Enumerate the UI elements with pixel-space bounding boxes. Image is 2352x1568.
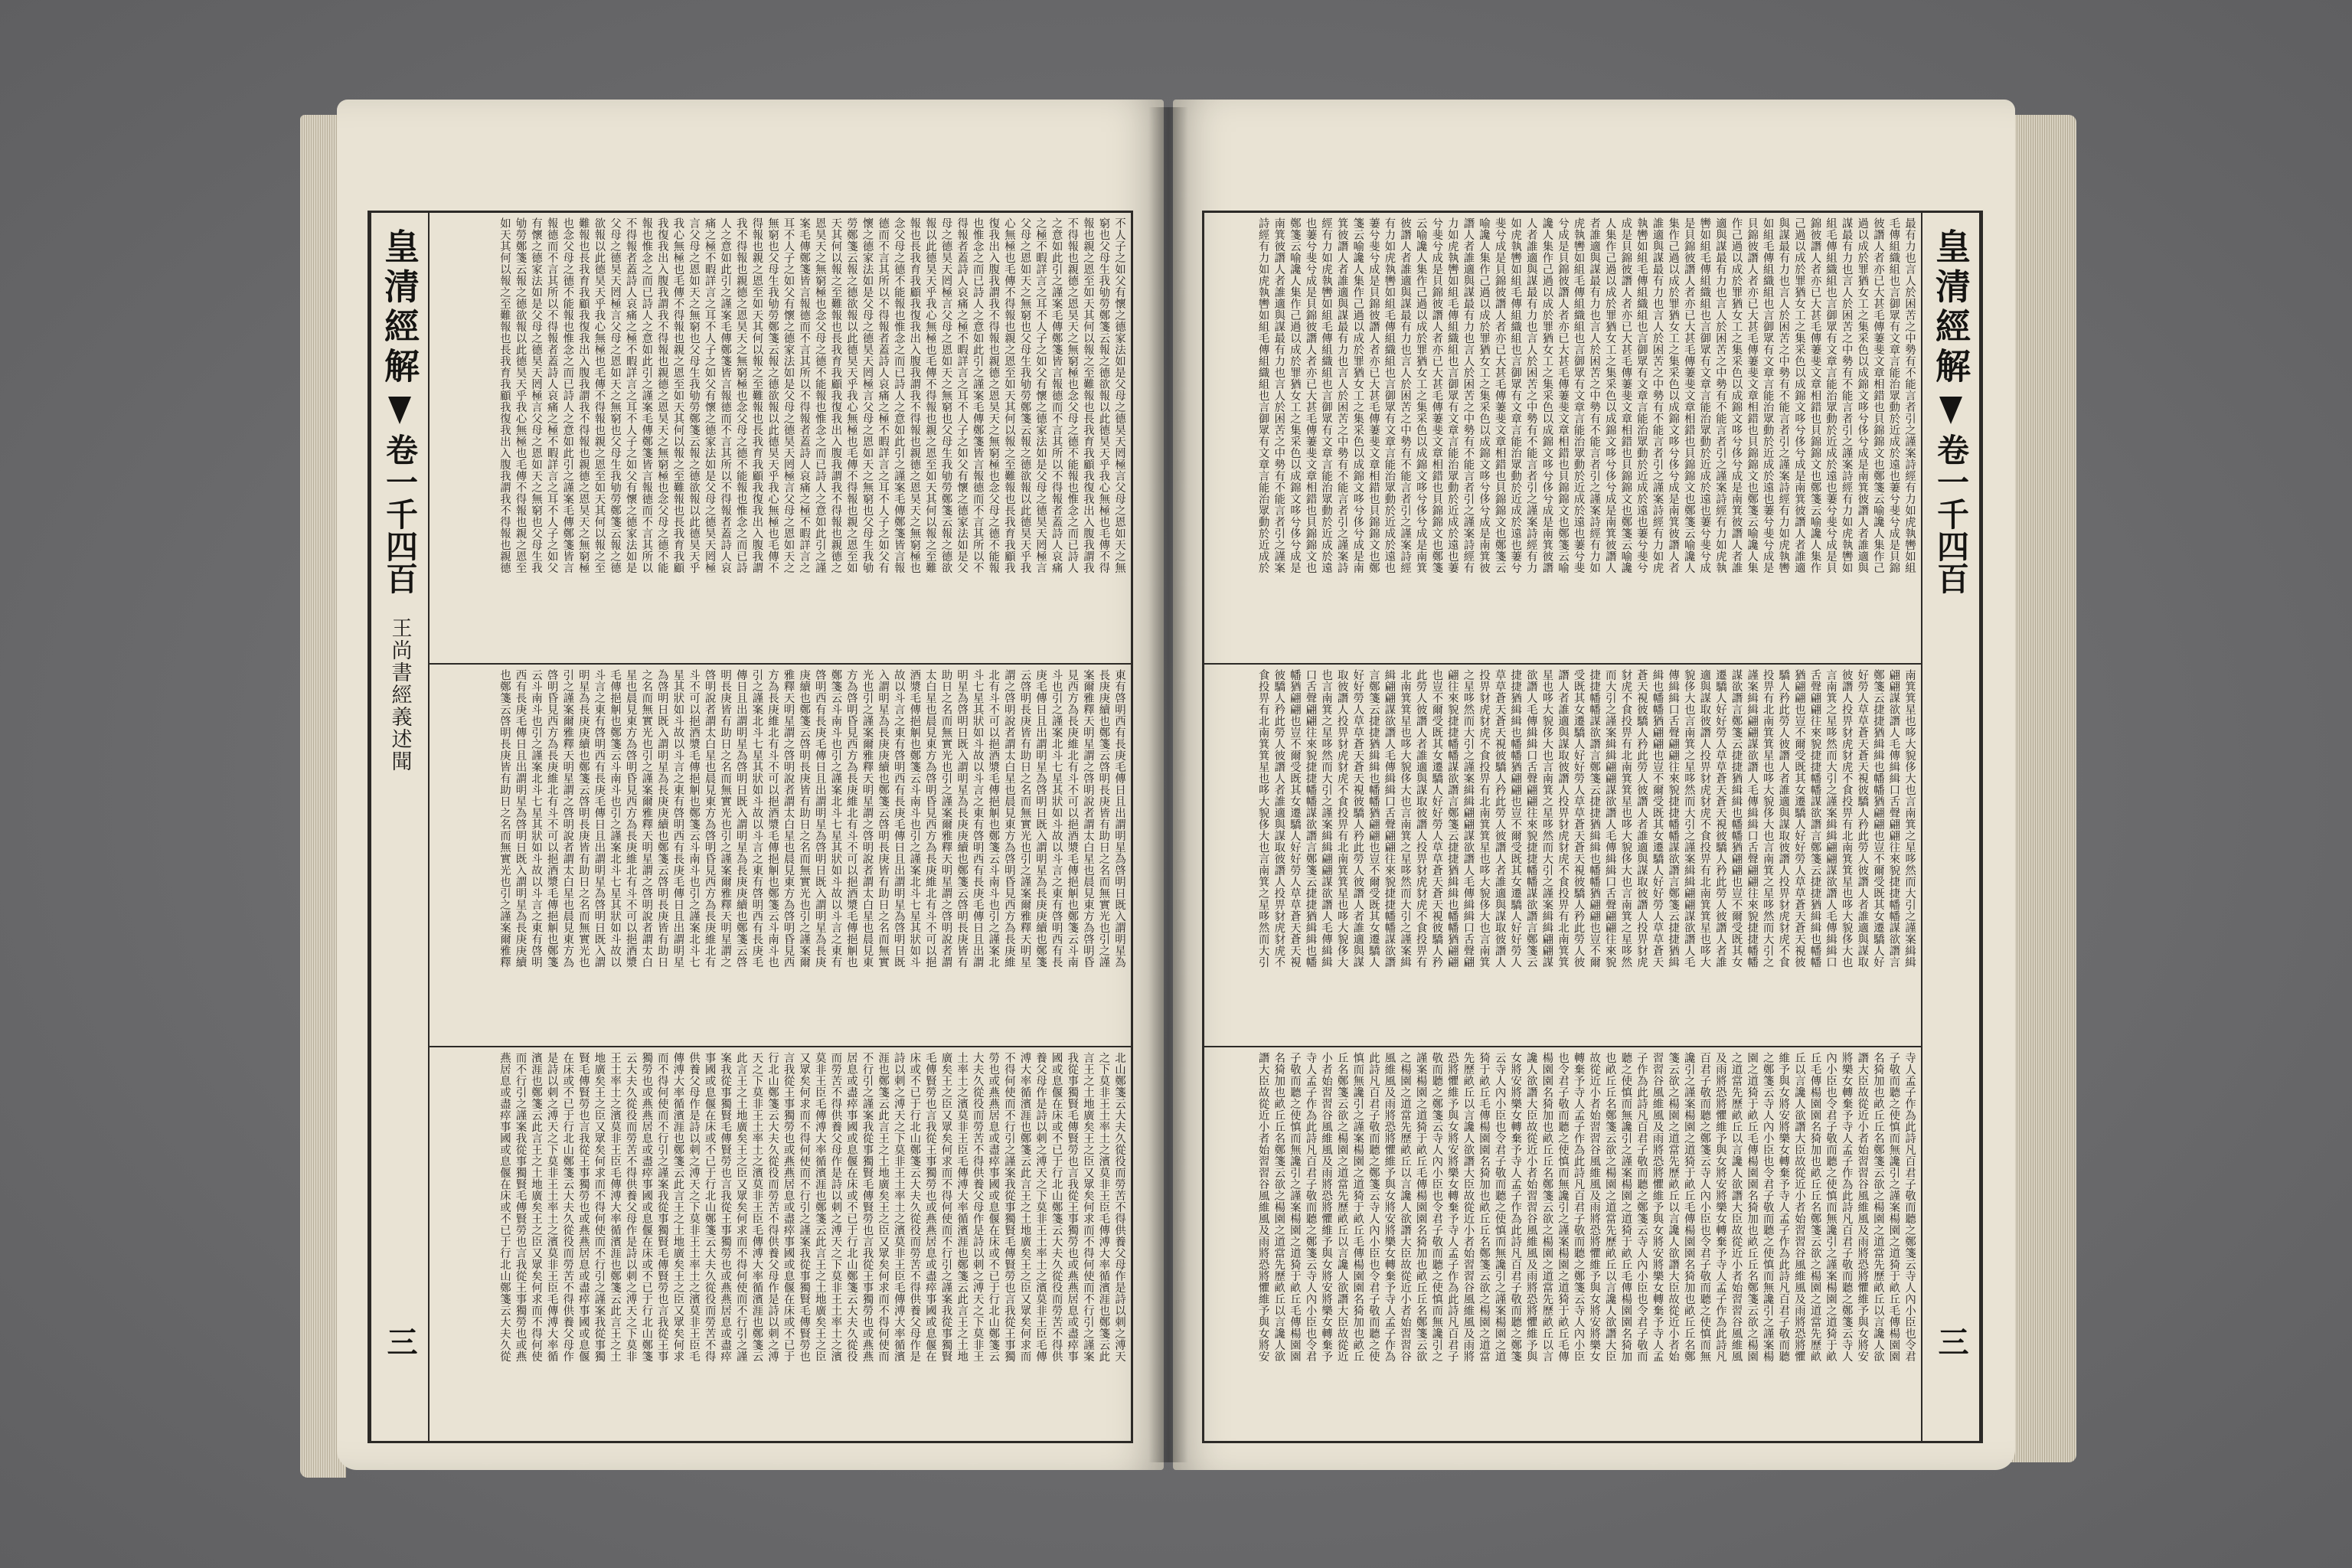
text-column: 經有力如虎執轡如組毛傳組織組也言御眾有文章言能治眾動於近成於遠 <box>1320 217 1333 573</box>
text-column: 人之意如此引之謹案毛傳鄭箋皆言報德而不言其所以不得報者蓋詩人哀 <box>719 217 732 573</box>
text-column: 我心無極也毛傳不得報也親之恩至如天其何以報之至難報也長我育我顧 <box>671 217 684 573</box>
text-column: 也令君子敬而聽之使慎而無讒引之謹案楊園之道猗于畝丘毛傳 <box>1556 1052 1569 1362</box>
text-column: 是貝錦彼譖人者亦已大甚毛傳萋斐文章相錯也貝錦錦文也鄭箋云喻讒人 <box>1682 217 1695 573</box>
text-column: 父母之恩如天之無窮也父母生我劬勞鄭箋云報之德欲報以此德昊天乎我 <box>1018 217 1031 573</box>
text-column: 幡猶翩翩也豈不爾受既其女遷驕人好好勞人草草蒼天蒼天視 <box>1288 669 1301 968</box>
left-upper-text-columns <box>430 213 1131 663</box>
text-column: 詩以刺之溥天之下莫非王土率土之濱莫非王臣毛傳溥大率循濱 <box>892 1052 905 1362</box>
text-column: 箋云喻讒人集作己過以成於罪猶女工之集采色以成錦文哆兮侈兮成是南 <box>1351 217 1364 573</box>
text-column: 云斗南斗也引之謹案北斗七星其狀如斗故以斗言之東有啓明 <box>530 669 543 968</box>
text-column: 在床或不已于行北山鄭箋云大夫久從役而勞苦不得供養父母作 <box>561 1052 574 1362</box>
text-column: 譖人者誰適與謀取彼譖人投畀豺虎豺虎不食投畀有北南箕箕 <box>1556 669 1569 968</box>
text-column: 助日之名而無實光也引之謹案爾雅釋天明星謂之啓明說者謂 <box>939 669 952 968</box>
text-column: 而不行引之謹案我從事獨賢毛傳賢勞也言我從王事獨勞也或燕 <box>514 1052 527 1362</box>
text-column: 誰適與謀最有力也言人於困苦之中勢有不能言者引之謹案詩經有力如虎 <box>1651 217 1664 573</box>
text-column: 東有啓明西有長庚毛傳日且出謂明星為啓明日既入謂明星為 <box>1113 669 1125 968</box>
text-column: 劬勞鄭箋云報之德欲報以此德昊天乎我心無極也毛傳不得報也親之恩至 <box>514 217 527 573</box>
text-column: 恐將懼維予與女將安將樂女轉棄予寺人孟子作為此詩凡百君子 <box>1446 1052 1459 1362</box>
text-column: 敬而聽之鄭箋云寺人內小臣也令君子敬而聽之使慎而無讒引之 <box>1430 1052 1443 1362</box>
text-column: 勞也或燕燕居息或盡瘁事國或息偃在床或不已于行北山鄭箋云 <box>987 1052 1000 1362</box>
text-column: 及雨將恐將懼維予與女將安將樂女轉棄予寺人孟子作為此詩凡 <box>1713 1052 1726 1362</box>
text-column: 聽之使慎而無讒引之謹案楊園之道猗于畝丘毛傳楊園園名猗加 <box>1619 1052 1632 1362</box>
text-column: 轡如組毛傳組織組也言御眾有文章言能治眾動於近成於遠也萋兮斐兮成 <box>1698 217 1711 573</box>
text-column: 子作為此詩凡百君子敬而聽之鄭箋云寺人內小臣也令君子敬而 <box>1635 1052 1648 1362</box>
text-column: 將樂女轉棄予寺人孟子作為此詩凡百君子敬而聽之鄭箋云寺人 <box>1840 1052 1853 1362</box>
text-column: 德而不言其所以不得報者蓋詩人哀痛之極不暇詳言之耳不人子之如父有 <box>877 217 890 573</box>
text-column: 彼譖人投畀豺虎豺虎不食投畀有北南箕箕星也哆大貌侈大也 <box>1840 669 1853 968</box>
text-column: 斗不可以挹酒漿毛傳挹觓也鄭箋云斗南斗也引之謹案北斗七 <box>687 669 700 968</box>
left-folio: 三 <box>382 1326 418 1357</box>
text-column: 兮成是貝錦彼譖人者亦已大甚毛傳萋斐文章相錯也貝錦錦文也鄭箋云喻 <box>1556 217 1569 573</box>
text-column: 得報者蓋詩人哀痛之極不暇詳言之耳不人子之如父有懷之德家法如是父 <box>956 217 969 573</box>
text-column: 子敬而聽之使慎而無讒引之謹案楊園之道猗于畝丘毛傳楊園園 <box>1887 1052 1900 1362</box>
text-column: 喻讒人集作己過以成於罪猶女工之集采色以成錦文哆兮侈兮成是南箕彼 <box>1477 217 1490 573</box>
text-column: 蒼天視彼驕人矜此勞人彼譖人者誰適與謀取彼譖人投畀豺虎 <box>1635 669 1648 968</box>
text-column: 涯也鄭箋云此言王之土地廣矣王之臣又眾矣何求而不得何使而 <box>877 1052 890 1362</box>
text-column: 雅釋天明星謂之啓明說者謂太白星也晨見東方為啓明昏見西 <box>782 669 795 968</box>
text-column: 溥大率循濱涯也鄭箋云此言王之土地廣矣王之臣又眾矣何求而 <box>1018 1052 1031 1362</box>
text-column: 箕彼譖人者誰適與謀最有力也言人於困苦之中勢有不能言者引之謹案詩 <box>1335 217 1348 573</box>
text-column: 而不得何使而不行引之謹案我從事獨賢毛傳賢勞也言我從王事 <box>655 1052 668 1362</box>
text-column: 此詩凡百君子敬而聽之鄭箋云寺人內小臣也令君子敬而聽之使 <box>1367 1052 1380 1362</box>
text-column: 寺人孟子作為此詩凡百君子敬而聽之鄭箋云寺人內小臣也令君 <box>1304 1052 1317 1362</box>
text-column: 受既其女遷驕人好好勞人草草蒼天蒼天視彼驕人矜此勞人彼 <box>1572 669 1585 968</box>
text-column: 過以成於罪猶女工之集采色以成錦文哆兮侈兮成是南箕彼譖人者誰適與 <box>1856 217 1869 573</box>
text-column: 此言王之土地廣矣王之臣又眾矣何求而不得何使而不行引之謹 <box>734 1052 747 1362</box>
text-column: 適與謀最有力也言人於困苦之中勢有不能言者引之謹案詩經有力如虎執 <box>1713 217 1726 573</box>
text-column: 言我從王事獨勞也或燕燕居息或盡瘁事國或息偃在床或不已于 <box>782 1052 795 1362</box>
text-column: 傳緝緝口舌聲翩翩往來貌捷捷幡幡謀欲譖言鄭箋云捷捷猶緝 <box>1667 669 1680 968</box>
text-column: 賢毛傳賢勞也言我從王事獨勞也或燕燕居息或盡瘁事國或息偃 <box>577 1052 590 1362</box>
text-column: 土率土之濱莫非王臣毛傳溥大率循濱涯也鄭箋云此言王之土地 <box>956 1052 969 1362</box>
right-middle-text-columns <box>1204 665 1921 1046</box>
text-column: 毛傳賢勞也言我從王事獨勞也或燕燕居息或盡瘁事國或息偃在 <box>923 1052 936 1362</box>
text-column: 言南箕之星哆然而大引之謹案緝緝翩翩謀欲譖人毛傳緝緝口 <box>1824 669 1838 968</box>
left-running-head <box>370 213 430 1441</box>
text-column: 床或不已于行北山鄭箋云大夫久從役而勞苦不得供養父母作是 <box>908 1052 921 1362</box>
left-middle-text-columns <box>430 665 1131 1046</box>
text-column: 丘以言讒人欲譖大臣故從近小者始習習谷風維風及雨將恐將懼 <box>1792 1052 1805 1362</box>
text-column: 大夫久從役而勞苦不得供養父母作是詩以刺之溥天之下莫非王 <box>971 1052 984 1362</box>
text-column: 案毛傳鄭箋皆言報德而不言其所以不得報者蓋詩人哀痛之極不暇詳言之 <box>798 217 811 573</box>
text-column: 懷之德家法如是父母之德昊天罔極言父母之恩如天之無窮也父母生我劬 <box>861 217 874 573</box>
text-column: 恩昊天之無窮極也念父母之德不能報也惟念之而已詩人之意如此引之謹 <box>813 217 826 573</box>
text-column: 得報也親之恩至如天其何以報之至難報也長我育我顧我復我出入腹我謂 <box>750 217 763 573</box>
text-column: 斐兮成是貝錦彼譖人者亦已大甚毛傳萋斐文章相錯也貝錦錦文也鄭箋云 <box>1493 217 1506 573</box>
text-column: 南箕彼譖人者誰適與謀最有力也言人於困苦之中勢有不能言者引之謹案 <box>1272 217 1285 573</box>
text-column: 引之謹案爾雅釋天明星謂之啓明說者謂太白星也晨見東方為 <box>561 669 574 968</box>
text-column: 我不得報也親德之恩昊天之無窮極也念父母之德不能報也惟念之而已詩 <box>734 217 747 573</box>
text-column: 太白星也晨見東方為啓明昏見西方為長庚維北有斗不可以挹 <box>923 669 936 968</box>
text-column: 明星為長庚庚續也鄭箋云啓明長庚皆有助日之名而無實光也 <box>577 669 590 968</box>
text-column: 酒漿毛傳挹觓也鄭箋云斗南斗也引之謹案北斗七星其狀如斗 <box>908 669 921 968</box>
text-column: 無窮也父母生我劬勞鄭箋云報之德欲報以此德昊天乎我心無極也毛傳不 <box>766 217 779 573</box>
text-column: 貝錦彼譖人者亦已大甚毛傳萋斐文章相錯也貝錦錦文也鄭箋云喻讒人集 <box>1746 217 1759 573</box>
text-column: 毛傳組織組也言御眾有文章言能治眾動於近成於遠也萋兮斐兮成是貝錦 <box>1887 217 1900 573</box>
text-column: 捷捷幡幡謀欲譖言鄭箋云捷捷猶緝緝也幡幡猶翩翩也豈不爾 <box>1588 669 1601 968</box>
text-column: 取彼譖人投畀豺虎豺虎不食投畀有北南箕箕星也哆大貌侈大 <box>1335 669 1348 968</box>
text-column: 西有長庚毛傳日且出謂明星為啓明日既入謂明星為長庚庚續 <box>514 669 527 968</box>
text-column: 謹案楊園之道猗于畝丘毛傳楊園園名猗加也畝丘丘名鄭箋云欲 <box>1414 1052 1427 1362</box>
text-column: 適與謀取彼譖人投畀豺虎豺虎不食投畀有北南箕箕星也哆大 <box>1698 669 1711 968</box>
book-gutter <box>1148 107 1188 1462</box>
text-column: 人集作己過以成於罪猶女工之集采色以成錦文哆兮侈兮成是南箕彼譖人 <box>1603 217 1616 573</box>
text-column: 地廣矣王之臣又眾矣何求而不得何使而不行引之謹案我從事獨 <box>593 1052 606 1362</box>
text-column: 言王之土地廣矣王之臣又眾矣何求而不得何使而不行引之謹案 <box>1081 1052 1094 1362</box>
text-column: 慎而無讒引之謹案楊園之道猗于畝丘毛傳楊園園名猗加也畝丘 <box>1351 1052 1364 1362</box>
text-column: 報以此德昊天乎我心無極也毛傳不得報也親之恩至如天其何以報之至難 <box>923 217 936 573</box>
text-column: 斗七星其狀如斗故以斗言之東有啓明西有長庚毛傳日且出謂 <box>971 669 984 968</box>
text-column: 行北山鄭箋云大夫久從役而勞苦不得供養父母作是詩以刺之溥 <box>766 1052 779 1362</box>
text-column: 執轡如組毛傳組織組也言御眾有文章言能治眾動於近成於遠也萋兮斐兮 <box>1635 217 1648 573</box>
text-column: 王土率土之濱莫非王臣毛傳溥大率循濱涯也鄭箋云此言王之土 <box>609 1052 621 1362</box>
right-lower-register <box>1204 1047 1921 1441</box>
text-column: 名猗加也畝丘丘名鄭箋云欲之楊園之道當先歷畝丘以言讒人欲 <box>1272 1052 1285 1362</box>
text-column: 內小臣也令君子敬而聽之使慎而無讒引之謹案楊園之道猗于畝 <box>1824 1052 1838 1362</box>
text-column: 翩往來貌捷捷幡幡謀欲譖言鄭箋云捷捷猶緝緝也幡幡猶翩翩 <box>1446 669 1459 968</box>
text-column: 貌侈大也言南箕之星哆然而大引之謹案緝緝翩翩謀欲譖人毛 <box>1682 669 1695 968</box>
left-middle-register <box>430 665 1131 1047</box>
text-column: 讒引之謹案楊園之道猗于畝丘毛傳楊園園名猗加也畝丘丘名鄭 <box>1682 1052 1695 1362</box>
text-column: 欲譖人毛傳緝緝口舌聲翩翩往來貌捷捷幡幡謀欲譖言鄭箋云 <box>1524 669 1537 968</box>
text-column: 報也親之恩至如天其何以報之至難報也長我育我顧我復我出入腹我謂我 <box>1081 217 1094 573</box>
text-column: 莫非王臣毛傳溥大率循濱涯也鄭箋云此言王之土地廣矣王之臣 <box>813 1052 826 1362</box>
text-column: 己過以成於罪猶女工之集采色以成錦文哆兮侈兮成是南箕彼譖人者誰適 <box>1792 217 1805 573</box>
text-column: 如天其何以報之至難報也長我育我顧我復我出入腹我謂我不得報也親德 <box>498 217 511 573</box>
text-column: 居息或盡瘁事國或息偃在床或不已于行北山鄭箋云大夫久從役 <box>844 1052 858 1362</box>
fish-tail-mark-icon <box>388 397 411 424</box>
text-column: 北山鄭箋云大夫久從役而勞苦不得供養父母作是詩以刺之溥天 <box>1113 1052 1125 1362</box>
text-column: 楊園園名猗加也畝丘丘名鄭箋云欲之楊園之道當先歷畝丘以言 <box>1540 1052 1553 1362</box>
text-column: 南箕箕星也哆大貌侈大也言南箕之星哆然而大引之謹案緝緝 <box>1903 669 1916 968</box>
text-column: 不行引之謹案我從事獨賢毛傳賢勞也言我從王事獨勞也或燕燕 <box>861 1052 874 1362</box>
right-running-title: 皇清經解 <box>1930 228 1971 387</box>
text-column: 報也長我育我顧我復我出入腹我謂我不得報也親德之恩昊天之無窮極也 <box>908 217 921 573</box>
text-column: 案我從事獨賢毛傳賢勞也言我從王事獨勞也或燕燕居息或盡瘁 <box>719 1052 732 1362</box>
text-column: 天之下莫非王土率土之濱莫非王臣毛傳溥大率循濱涯也鄭箋云 <box>750 1052 763 1362</box>
text-column: 也念父母之德不能報也惟念之而已詩人之意如此引之謹案毛傳鄭箋皆言 <box>561 217 574 573</box>
right-volume-label: 卷一千四百 <box>1932 433 1970 594</box>
text-column: 也言南箕之星哆然而大引之謹案緝緝翩翩謀欲譖人毛傳緝緝 <box>1320 669 1333 968</box>
right-upper-text-columns <box>1204 213 1921 663</box>
text-column: 如組毛傳組織組也言御眾有文章言能治眾動於近成於遠也萋兮斐兮成是 <box>1761 217 1774 573</box>
text-column: 報也惟念之而已詩人之意如此引之謹案毛傳鄭箋皆言報德而不言其所以 <box>640 217 653 573</box>
text-column: 星其狀如斗故以斗言之東有啓明西有長庚毛傳日且出謂明星 <box>671 669 684 968</box>
text-column: 我從事獨賢毛傳賢勞也言我從王事獨勞也或燕燕居息或盡瘁事 <box>1066 1052 1079 1362</box>
text-column: 維予與女將安將樂女轉棄予寺人孟子作為此詩凡百君子敬而聽 <box>1777 1052 1790 1362</box>
text-column: 長庚庚續也鄭箋云啓明長庚皆有助日之名而無實光也引之謹 <box>1097 669 1110 968</box>
text-column: 方為長庚維北有斗不可以挹酒漿毛傳挹觓也鄭箋云斗南斗也 <box>766 669 779 968</box>
text-column: 彼譖人者誰適與謀最有力也言人於困苦之中勢有不能言者引之謹案詩經 <box>1399 217 1411 573</box>
text-column: 故以斗言之東有啓明西有長庚毛傳日且出謂明星為啓明日既 <box>892 669 905 968</box>
text-column: 驕人矜此勞人彼譖人者誰適與謀取彼譖人投畀豺虎豺虎不食 <box>1777 669 1790 968</box>
text-column: 斗言之東有啓明西有長庚毛傳日且出謂明星為啓明日既入謂 <box>593 669 606 968</box>
text-column: 謂之啓明說者謂太白星也晨見東方為啓明昏見西方為長庚維 <box>1002 669 1015 968</box>
text-column: 緝也幡幡猶翩翩也豈不爾受既其女遷驕人好好勞人草草蒼天 <box>1651 669 1664 968</box>
text-column: 庚續也鄭箋云啓明長庚皆有助日之名而無實光也引之謹案爾 <box>798 669 811 968</box>
text-column: 而勞苦不得供養父母作是詩以刺之溥天之下莫非王土率土之濱 <box>829 1052 842 1362</box>
text-column: 獨勞也或燕燕居息或盡瘁事國或息偃在床或不已于行北山鄭箋 <box>640 1052 653 1362</box>
text-column: 庚毛傳日且出謂明星為啓明日既入謂明星為長庚庚續也鄭箋 <box>1034 669 1047 968</box>
text-column: 不人子之如父有懷之德家法如是父母之德昊天罔極言父母之恩如天之無 <box>1113 217 1125 573</box>
text-column: 光也引之謹案爾雅釋天明星謂之啓明說者謂太白星也晨見東 <box>861 669 874 968</box>
text-column: 不得報者蓋詩人哀痛之極不暇詳言之耳不人子之如父有懷之德家法如是 <box>624 217 637 573</box>
text-column: 天其何以報之至難報也長我育我顧我復我出入腹我謂我不得報也親德之 <box>829 217 842 573</box>
text-column: 虎執轡如組毛傳組織組也言御眾有文章言能治眾動於近成於遠也萋兮斐 <box>1572 217 1585 573</box>
text-column: 彼譖人者亦已大甚毛傳萋斐文章相錯也貝錦錦文也鄭箋云喻讒人集作己 <box>1871 217 1884 573</box>
text-column: 鄭箋云捷捷猶緝緝也幡幡猶翩翩也豈不爾受既其女遷驕人好 <box>1871 669 1884 968</box>
text-column: 讒人集作己過以成於罪猶女工之集采色以成錦文哆兮侈兮成是南箕彼譖 <box>1540 217 1553 573</box>
left-upper-register <box>430 213 1131 665</box>
left-lower-register <box>430 1047 1131 1441</box>
text-column: 投畀豺虎豺虎不食投畀有北南箕箕星也哆大貌侈大也言南箕 <box>1477 669 1490 968</box>
text-column: 星也晨見東方為啓明昏見西方為長庚維北有斗不可以挹酒漿 <box>624 669 637 968</box>
text-column: 詩經有力如虎執轡如組毛傳組織組也言御眾有文章言能治眾動於近成於 <box>1256 217 1269 573</box>
text-column: 猶翩翩也豈不爾受既其女遷驕人好好勞人草草蒼天蒼天視彼 <box>1792 669 1805 968</box>
left-subhead: 王尚書經義述聞 <box>387 617 412 773</box>
text-column: 錦彼譖人者亦已大甚毛傳萋斐文章相錯也貝錦錦文也鄭箋云喻讒人集作 <box>1808 217 1821 573</box>
text-column: 如虎執轡如組毛傳組織組也言御眾有文章言能治眾動於近成於遠也萋兮 <box>1509 217 1522 573</box>
text-column: 集作己過以成於罪猶女工之集采色以成錦文哆兮侈兮成是南箕彼譖人者 <box>1667 217 1680 573</box>
text-column: 傳溥大率循濱涯也鄭箋云此言王之土地廣矣王之臣又眾矣何求 <box>671 1052 684 1362</box>
text-column: 不得報也親德之恩昊天之無窮極也念父母之德不能報也惟念之而已詩人 <box>1066 217 1079 573</box>
text-column: 翩翩謀欲譖人毛傳緝緝口舌聲翩翩往來貌捷捷幡幡謀欲譖言 <box>1887 669 1900 968</box>
text-column: 子敬而聽之使慎而無讒引之謹案楊園之道猗于畝丘毛傳楊園園 <box>1288 1052 1301 1362</box>
text-column: 捷捷猶緝緝也幡幡猶翩翩也豈不爾受既其女遷驕人好好勞人 <box>1509 669 1522 968</box>
text-column: 見西方為長庚維北有斗不可以挹酒漿毛傳挹觓也鄭箋云斗南 <box>1066 669 1079 968</box>
text-column: 復我出入腹我謂我不得報也親德之恩昊天之無窮極也念父母之德不能報 <box>987 217 1000 573</box>
text-column: 猗于畝丘毛傳楊園園名猗加也畝丘丘名鄭箋云欲之楊園之道當 <box>1477 1052 1490 1362</box>
text-column: 窮也父母生我劬勞鄭箋云報之德欲報以此德昊天乎我心無極也毛傳不得 <box>1097 217 1110 573</box>
text-column: 為啓明日既入謂明星為長庚庚續也鄭箋云啓明長庚皆有助日 <box>655 669 668 968</box>
text-column: 彼驕人矜此勞人彼譖人者誰適與謀取彼譖人投畀豺虎豺虎不 <box>1272 669 1285 968</box>
text-column: 口舌聲翩翩往來貌捷捷幡幡謀欲譖言鄭箋云捷捷猶緝緝也幡 <box>1304 669 1317 968</box>
text-column: 斗也引之謹案北斗七星其狀如斗故以斗言之東有啓明西有長 <box>1050 669 1063 968</box>
text-column: 云寺人內小臣也令君子敬而聽之使慎而無讒引之謹案楊園之道 <box>1493 1052 1506 1362</box>
text-column: 而大引之謹案緝緝翩翩謀欲譖人毛傳緝緝口舌聲翩翩往來貌 <box>1603 669 1616 968</box>
text-column: 之意如此引之謹案毛傳鄭箋皆言報德而不言其所以不得報者蓋詩人哀痛 <box>1050 217 1063 573</box>
text-column: 園之道猗于畝丘毛傳楊園園名猗加也畝丘丘名鄭箋云欲之楊園 <box>1746 1052 1759 1362</box>
text-column: 之極不暇詳言之耳不人子之如父有懷之德家法如是父母之德昊天罔極言 <box>1034 217 1047 573</box>
text-column: 云大夫久從役而勞苦不得供養父母作是詩以刺之溥天之下莫非 <box>624 1052 637 1362</box>
text-column: 食投畀有北南箕箕星也哆大貌侈大也言南箕之星哆然而大引 <box>1256 669 1269 968</box>
text-column: 案爾雅釋天明星謂之啓明說者謂太白星也晨見東方為啓明昏 <box>1081 669 1094 968</box>
text-column: 謀欲譖言鄭箋云捷捷猶緝緝也幡幡猶翩翩也豈不爾受既其女 <box>1730 669 1743 968</box>
text-column: 之楊園之道當先歷畝丘以言讒人欲譖大臣故從近小者始習習谷 <box>1399 1052 1411 1362</box>
text-column: 耳不人子之如父有懷之德家法如是父母之德昊天罔極言父母之恩如天之 <box>782 217 795 573</box>
text-column: 毛傳挹觓也鄭箋云斗南斗也引之謹案北斗七星其狀如斗故以 <box>609 669 621 968</box>
text-column: 國或息偃在床或不已于行北山鄭箋云大夫久從役而勞苦不得供 <box>1050 1052 1063 1362</box>
right-page-edges <box>2006 115 2076 1462</box>
text-column: 是詩以刺之溥天之下莫非王土率土之濱莫非王臣毛傳溥大率循 <box>545 1052 558 1362</box>
text-column: 豺虎不食投畀有北南箕箕星也哆大貌侈大也言南箕之星哆然 <box>1619 669 1632 968</box>
text-column: 投畀有北南箕箕星也哆大貌侈大也言南箕之星哆然而大引之 <box>1761 669 1774 968</box>
right-lower-text-columns <box>1204 1047 1921 1441</box>
text-column: 草草蒼天蒼天視彼驕人矜此勞人彼譖人者誰適與謀取彼譖人 <box>1493 669 1506 968</box>
text-column: 云喻讒人集作己過以成於罪猶女工之集采色以成錦文哆兮侈兮成是南箕 <box>1414 217 1427 573</box>
text-column: 風維風及雨將恐將懼維予與女將安將樂女轉棄予寺人孟子作為 <box>1383 1052 1396 1362</box>
right-page-frame <box>1202 211 1983 1443</box>
text-column: 之道當先歷畝丘以言讒人欲譖大臣故從近小者始習習谷風維風 <box>1730 1052 1743 1362</box>
text-column: 啓明西有長庚毛傳日且出謂明星為啓明日既入謂明星為長庚 <box>813 669 826 968</box>
text-column: 之下莫非王土率土之濱莫非王臣毛傳溥大率循濱涯也鄭箋云此 <box>1097 1052 1110 1362</box>
text-column: 明長庚皆有助日之名而無實光也引之謹案爾雅釋天明星謂之 <box>719 669 732 968</box>
text-column: 我復我出入腹我謂我不得報也親德之恩昊天之無窮極也念父母之德不能 <box>655 217 668 573</box>
text-column: 勞鄭箋云報之德欲報以此德昊天乎我心無極也毛傳不得報也親之恩至如 <box>844 217 858 573</box>
text-column: 讒人欲譖大臣故從近小者始習習谷風維風及雨將恐將懼維予與 <box>1524 1052 1537 1362</box>
text-column: 也惟念之而已詩人之意如此引之謹案毛傳鄭箋皆言報德而不言其所以不 <box>971 217 984 573</box>
text-column: 先歷畝丘以言讒人欲譖大臣故從近小者始習習谷風維風及雨將 <box>1462 1052 1475 1362</box>
left-volume-label: 卷一千四百 <box>381 433 419 594</box>
text-column: 譖大臣故從近小者始習習谷風維風及雨將恐將懼維予與女將安 <box>1856 1052 1869 1362</box>
text-column: 也豈不爾受既其女遷驕人好好勞人草草蒼天蒼天視彼驕人矜 <box>1430 669 1443 968</box>
text-column: 習習谷風維風及雨將恐將懼維予與女將安將樂女轉棄予寺人孟 <box>1651 1052 1664 1362</box>
text-column: 報德而不言其所以不得報者蓋詩人哀痛之極不暇詳言之耳不人子之如父 <box>545 217 558 573</box>
text-column: 父母之德昊天罔極言父母之恩如天之無窮也父母生我劬勞鄭箋云報之德 <box>609 217 621 573</box>
text-column: 小者始習習谷風維風及雨將恐將懼維予與女將安將樂女轉棄予 <box>1320 1052 1333 1362</box>
text-column: 兮斐兮成是貝錦彼譖人者亦已大甚毛傳萋斐文章相錯也貝錦錦文也鄭箋 <box>1430 217 1443 573</box>
text-column: 舌聲翩翩往來貌捷捷幡幡謀欲譖言鄭箋云捷捷猶緝緝也幡幡 <box>1808 669 1821 968</box>
text-column: 遷驕人好好勞人草草蒼天蒼天視彼驕人矜此勞人彼譖人者誰 <box>1713 669 1726 968</box>
text-column: 組毛傳組織組也言御眾有文章言能治眾動於近成於遠也萋兮斐兮成是貝 <box>1824 217 1838 573</box>
text-column: 念父母之德不能報也惟念之而已詩人之意如此引之謹案毛傳鄭箋皆言報 <box>892 217 905 573</box>
text-column: 啓明說者謂太白星也晨見東方為啓明昏見西方為長庚維北有 <box>703 669 716 968</box>
text-column: 好勞人草草蒼天蒼天視彼驕人矜此勞人彼譖人者誰適與謀取 <box>1856 669 1869 968</box>
text-column: 入謂明星為長庚庚續也鄭箋云啓明長庚皆有助日之名而無實 <box>877 669 890 968</box>
text-column: 方為啓明昏見西方為長庚維北有斗不可以挹酒漿毛傳挹觓也 <box>844 669 858 968</box>
text-column: 力如虎執轡如組毛傳組織組也言御眾有文章言能治眾動於近成於遠也萋 <box>1446 217 1459 573</box>
left-page-frame <box>368 211 1133 1443</box>
text-column: 人者誰適與謀最有力也言人於困苦之中勢有不能言者引之謹案詩經有力 <box>1524 217 1537 573</box>
text-column: 者誰適與謀最有力也言人於困苦之中勢有不能言者引之謹案詩經有力如 <box>1588 217 1601 573</box>
right-middle-register <box>1204 665 1921 1047</box>
text-column: 故從近小者始習習谷風維風及雨將恐將懼維予與女將安將樂女 <box>1588 1052 1601 1362</box>
text-column: 此勞人彼譖人者誰適與謀取彼譖人投畀豺虎豺虎不食投畀有 <box>1414 669 1427 968</box>
text-column: 言父母之恩如天之無窮也父母生我劬勞鄭箋云報之德欲報以此德昊天乎 <box>687 217 700 573</box>
text-column: 傳日且出謂明星為啓明日既入謂明星為長庚庚續也鄭箋云啓 <box>734 669 747 968</box>
left-page <box>337 100 1164 1470</box>
fish-tail-mark-icon <box>1939 397 1962 424</box>
text-column: 之星哆然而大引之謹案緝緝翩翩謀欲譖人毛傳緝緝口舌聲翩 <box>1462 669 1475 968</box>
text-column: 與謀最有力也言人於困苦之中勢有不能言者引之謹案詩經有力如虎執轡 <box>1777 217 1790 573</box>
text-column: 云啓明長庚皆有助日之名而無實光也引之謹案爾雅釋天明星 <box>1018 669 1031 968</box>
text-column: 有力如虎執轡如組毛傳組織組也言御眾有文章言能治眾動於近成於遠也 <box>1383 217 1396 573</box>
text-column: 欲報以此德昊天乎我心無極也毛傳不得報也親之恩至如天其何以報之至 <box>593 217 606 573</box>
text-column: 鄭箋云斗南斗也引之謹案北斗七星其狀如斗故以斗言之東有 <box>829 669 842 968</box>
text-column: 丘毛傳楊園園名猗加也畝丘丘名鄭箋云欲之楊園之道當先歷畝 <box>1808 1052 1821 1362</box>
text-column: 譖人者誰適與謀最有力也言人於困苦之中勢有不能言者引之謹案詩經有 <box>1462 217 1475 573</box>
text-column: 轉棄予寺人孟子作為此詩凡百君子敬而聽之鄭箋云寺人內小臣 <box>1572 1052 1585 1362</box>
text-column: 濱涯也鄭箋云此言王之土地廣矣王之臣又眾矣何求而不得何使 <box>530 1052 543 1362</box>
text-column: 母之德昊天罔極言父母之恩如天之無窮也父母生我劬勞鄭箋云報之德欲 <box>939 217 952 573</box>
text-column: 謹案緝緝翩翩謀欲譖人毛傳緝緝口舌聲翩翩往來貌捷捷幡幡 <box>1746 669 1759 968</box>
text-column: 星也哆大貌侈大也言南箕之星哆然而大引之謹案緝緝翩翩謀 <box>1540 669 1553 968</box>
text-column: 成是貝錦彼譖人者亦已大甚毛傳萋斐文章相錯也貝錦錦文也鄭箋云喻讒 <box>1619 217 1632 573</box>
text-column: 北有斗不可以挹酒漿毛傳挹觓也鄭箋云斗南斗也引之謹案北 <box>987 669 1000 968</box>
text-column: 也鄭箋云啓明長庚皆有助日之名而無實光也引之謹案爾雅釋 <box>498 669 511 968</box>
text-column: 事國或息偃在床或不已于行北山鄭箋云大夫久從役而勞苦不得 <box>703 1052 716 1362</box>
text-column: 譖大臣故從近小者始習習谷風維風及雨將恐將懼維予與女將安 <box>1256 1052 1269 1362</box>
text-column: 緝翩翩謀欲譖人毛傳緝緝口舌聲翩翩往來貌捷捷幡幡謀欲譖 <box>1383 669 1396 968</box>
right-folio: 三 <box>1933 1326 1969 1357</box>
left-lower-text-columns <box>430 1047 1131 1441</box>
text-column: 不得何使而不行引之謹案我從事獨賢毛傳賢勞也言我從王事獨 <box>1002 1052 1015 1362</box>
text-column: 好好勞人草草蒼天蒼天視彼驕人矜此勞人彼譖人者誰適與謀 <box>1351 669 1364 968</box>
text-column: 之鄭箋云寺人內小臣也令君子敬而聽之使慎而無讒引之謹案楊 <box>1761 1052 1774 1362</box>
text-column: 言鄭箋云捷捷猶緝緝也幡幡猶翩翩也豈不爾受既其女遷驕人 <box>1367 669 1380 968</box>
text-column: 鄭箋云喻讒人集作己過以成於罪猶女工之集采色以成錦文哆兮侈兮成是 <box>1288 217 1301 573</box>
text-column: 也畝丘丘名鄭箋云欲之楊園之道當先歷畝丘以言讒人欲譖大臣 <box>1603 1052 1616 1362</box>
text-column: 萋兮斐兮成是貝錦彼譖人者亦已大甚毛傳萋斐文章相錯也貝錦錦文也鄭 <box>1367 217 1380 573</box>
left-running-title: 皇清經解 <box>379 228 420 387</box>
text-column: 最有力也言人於困苦之中勢有不能言者引之謹案詩經有力如虎執轡如組 <box>1903 217 1916 573</box>
text-column: 難報也長我育我顧我復我出入腹我謂我不得報也親德之恩昊天之無窮極 <box>577 217 590 573</box>
text-column: 供養父母作是詩以刺之溥天之下莫非王土率土之濱莫非王臣毛 <box>687 1052 700 1362</box>
text-column: 引之謹案北斗七星其狀如斗故以斗言之東有啓明西有長庚毛 <box>750 669 763 968</box>
text-column: 痛之極不暇詳言之耳不人子之如父有懷之德家法如是父母之德昊天罔極 <box>703 217 716 573</box>
text-column: 明星為啓明日既入謂明星為長庚庚續也鄭箋云啓明長庚皆有 <box>956 669 969 968</box>
text-column: 名猗加也畝丘丘名鄭箋云欲之楊園之道當先歷畝丘以言讒人欲 <box>1871 1052 1884 1362</box>
text-column: 箋云欲之楊園之道當先歷畝丘以言讒人欲譖大臣故從近小者始 <box>1667 1052 1680 1362</box>
text-column: 寺人孟子作為此詩凡百君子敬而聽之鄭箋云寺人內小臣也令君 <box>1903 1052 1916 1362</box>
text-column: 北南箕箕星也哆大貌侈大也言南箕之星哆然而大引之謹案緝 <box>1399 669 1411 968</box>
text-column: 心無極也毛傳不得報也親之恩至如天其何以報之至難報也長我育我顧我 <box>1002 217 1015 573</box>
text-column: 丘名鄭箋云欲之楊園之道當先歷畝丘以言讒人欲譖大臣故從近 <box>1335 1052 1348 1362</box>
right-running-head <box>1921 213 1981 1441</box>
text-column: 也萋兮斐兮成是貝錦彼譖人者亦已大甚毛傳萋斐文章相錯也貝錦錦文也 <box>1304 217 1317 573</box>
text-column: 燕居息或盡瘁事國或息偃在床或不已于行北山鄭箋云大夫久從 <box>498 1052 511 1362</box>
text-column: 之名而無實光也引之謹案爾雅釋天明星謂之啓明說者謂太白 <box>640 669 653 968</box>
text-column: 又眾矣何求而不得何使而不行引之謹案我從事獨賢毛傳賢勞也 <box>798 1052 811 1362</box>
text-column: 女將安將樂女轉棄予寺人孟子作為此詩凡百君子敬而聽之鄭箋 <box>1509 1052 1522 1362</box>
text-column: 廣矣王之臣又眾矣何求而不得何使而不行引之謹案我從事獨賢 <box>939 1052 952 1362</box>
right-page <box>1173 100 2015 1470</box>
text-column: 作己過以成於罪猶女工之集采色以成錦文哆兮侈兮成是南箕彼譖人者誰 <box>1730 217 1743 573</box>
text-column: 百君子敬而聽之鄭箋云寺人內小臣也令君子敬而聽之使慎而無 <box>1698 1052 1711 1362</box>
text-column: 啓明昏見西方為長庚維北有斗不可以挹酒漿毛傳挹觓也鄭箋 <box>545 669 558 968</box>
text-column: 養父母作是詩以刺之溥天之下莫非王土率土之濱莫非王臣毛傳 <box>1034 1052 1047 1362</box>
text-column: 謀最有力也言人於困苦之中勢有不能言者引之謹案詩經有力如虎執轡如 <box>1840 217 1853 573</box>
right-upper-register <box>1204 213 1921 665</box>
text-column: 有懷之德家法如是父母之德昊天罔極言父母之恩如天之無窮也父母生我 <box>530 217 543 573</box>
